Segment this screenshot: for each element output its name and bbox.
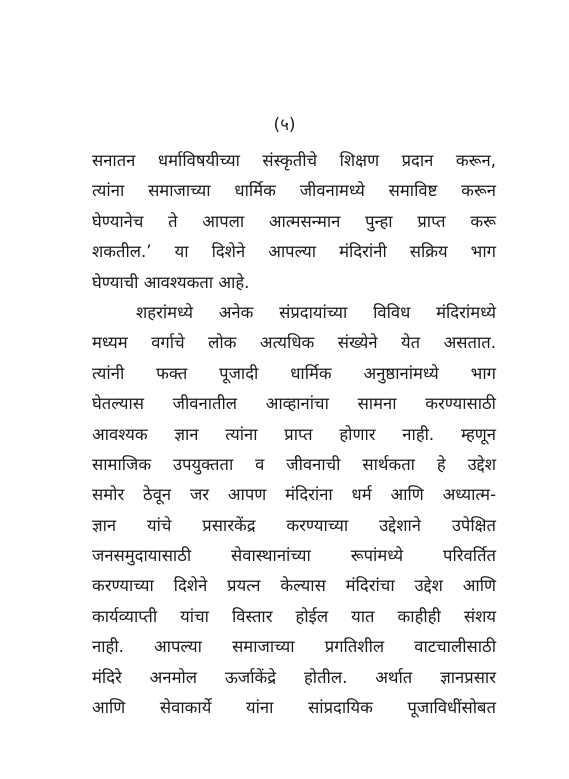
text-line: मध्यम वर्गाचे लोक अत्यधिक संख्येने येत असतात. <box>92 333 496 353</box>
text-line: समोर ठेवून जर आपण मंदिरांना धर्म आणि अध्यात्म- <box>92 485 496 505</box>
text-line: शकतील.’ या दिशेने आपल्या मंदिरांनी सक्रिय भाग <box>92 242 496 262</box>
text-line: जनसमुदायासाठी सेवास्थानांच्या रूपांमध्ये परिवर्तित <box>92 546 496 566</box>
text-line: ज्ञान यांचे प्रसारकेंद्र करण्याच्या उद्देशाने उपेक्षित <box>92 515 496 535</box>
text-line: आवश्यक ज्ञान त्यांना प्राप्त होणार नाही. म्हणून <box>92 424 496 444</box>
text-line: घेतल्यास जीवनातील आव्हानांचा सामना करण्यासाठी <box>92 394 496 414</box>
text-line: शहरांमध्ये अनेक संप्रदायांच्या विविध मंदिरांमध्ये <box>136 302 496 322</box>
text-line: सामाजिक उपयुक्तता व जीवनाची सार्थकता हे उद्देश <box>92 454 496 474</box>
text-line: त्यांनी फक्त पूजादी धार्मिक अनुष्ठानांमध्ये भाग <box>92 363 496 383</box>
text-line: मंदिरे अनमोल ऊर्जाकेंद्रे होतील. अर्थात ज्ञानप्रसार <box>92 667 496 687</box>
text-line: घेण्यानेच ते आपला आत्मसन्मान पुन्हा प्राप्त करू <box>92 211 496 231</box>
page-body <box>92 146 496 723</box>
page-number: (५) <box>273 115 296 135</box>
text-line: त्यांना समाजाच्या धार्मिक जीवनामध्ये समाविष्ट करून <box>92 181 496 201</box>
paragraph-2 <box>92 298 496 723</box>
text-line: सनातन धर्माविषयीच्या संस्कृतीचे शिक्षण प्रदान करून, <box>92 151 496 170</box>
paragraph-1 <box>92 146 496 298</box>
text-line: नाही. आपल्या समाजाच्या प्रगतिशील वाटचालीसाठी <box>92 637 496 657</box>
text-line: करण्याच्या दिशेने प्रयत्न केल्यास मंदिरांचा उद्देश आणि <box>92 576 496 596</box>
text-line: कार्यव्याप्ती यांचा विस्तार होईल यात काहीही संशय <box>92 606 496 626</box>
text-line: आणि सेवाकार्ये यांना सांप्रदायिक पूजाविधींसोबत <box>92 698 496 718</box>
text-line: घेण्याची आवश्यकता आहे. <box>92 272 250 292</box>
